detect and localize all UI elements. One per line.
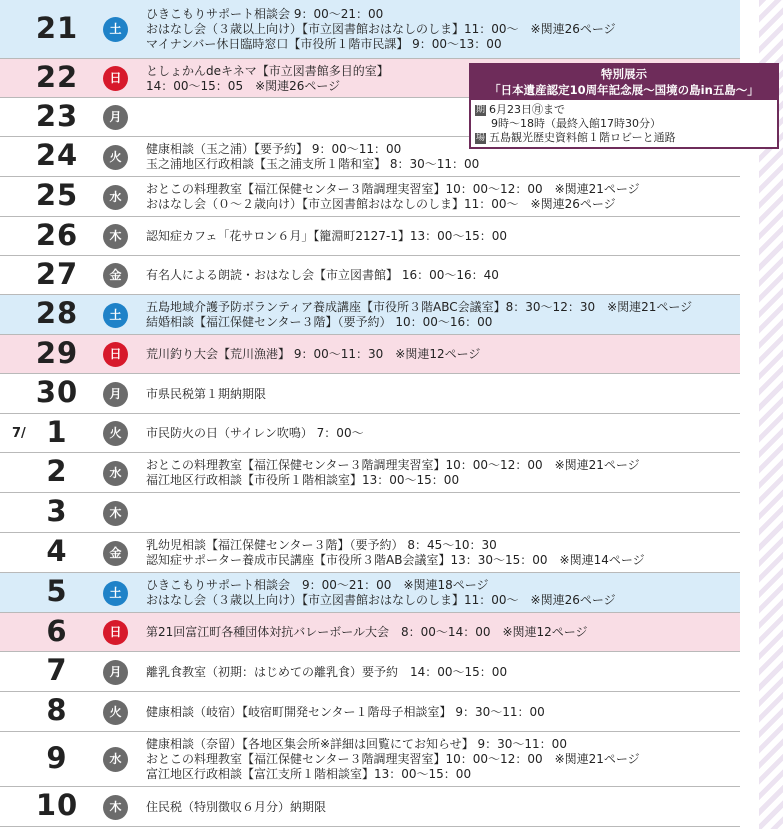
weekday-badge: 土	[103, 303, 128, 328]
calendar-row	[0, 453, 740, 493]
day-number: 26	[35, 217, 79, 252]
weekday-badge: 火	[103, 700, 128, 725]
event-list	[146, 182, 736, 212]
day-number: 2	[46, 454, 68, 488]
calendar-row	[0, 295, 740, 335]
day-number: 24	[35, 138, 79, 172]
exhibit-title: 特別展示	[601, 67, 647, 81]
event-item: おとこの料理教室【福江保健センター３階調理実習室】10：00〜12：00 ※関連21ページ	[146, 752, 640, 766]
event-item: 第21回富江町各種団体対抗バレーボール大会 8：00〜14：00 ※関連12ページ	[146, 625, 588, 639]
day-number: 4	[46, 534, 68, 568]
weekday-badge: 火	[103, 145, 128, 170]
event-item: 玉之浦地区行政相談【玉之浦支所１階和室】 8：30〜11：00	[146, 157, 480, 171]
weekday-badge: 金	[103, 541, 128, 566]
event-list	[146, 578, 736, 608]
event-item: おはなし会（０〜２歳向け）【市立図書館おはなしのしま】11：00〜 ※関連26ページ	[146, 197, 616, 211]
event-item: 有名人による朗読・おはなし会【市立図書館】 16：00〜16：40	[146, 268, 499, 282]
event-list	[146, 300, 736, 330]
weekday-badge: 木	[103, 795, 128, 820]
event-list	[146, 347, 736, 362]
event-item: 福江地区行政相談【市役所１階相談室】13：00〜15：00	[146, 473, 460, 487]
event-item: 健康相談（玉之浦）【要予約】 9：00〜11：00	[146, 142, 402, 156]
exhibit-subtitle: 「日本遺産認定10周年記念展〜国境の島in五島〜」	[489, 83, 759, 97]
calendar-row	[0, 493, 740, 533]
exhibit-period: 6月23日㊊まで	[489, 103, 566, 116]
weekday-badge: 木	[103, 224, 128, 249]
event-item: 健康相談（奈留）【各地区集会所※詳細は回覧にてお知らせ】 9：30〜11：00	[146, 737, 567, 751]
calendar-row	[0, 414, 740, 453]
calendar-row	[0, 217, 740, 256]
event-item: 認知症カフェ「花サロン６月」【籠淵町2127-1】13：00〜15：00	[146, 229, 507, 243]
exhibit-header	[471, 65, 777, 100]
day-number: 21	[35, 10, 79, 45]
weekday-badge: 火	[103, 421, 128, 446]
weekday-badge: 土	[103, 17, 128, 42]
event-list	[146, 7, 736, 52]
day-number: 30	[35, 375, 79, 409]
event-item: おはなし会（３歳以上向け）【市立図書館おはなしのしま】11：00〜 ※関連26ページ	[146, 593, 616, 607]
day-number: 8	[46, 693, 68, 727]
event-item: 市民防火の日（サイレン吹鳴） 7：00〜	[146, 426, 364, 440]
calendar-row	[0, 573, 740, 613]
event-list	[146, 426, 736, 441]
event-item: としょかんdeキネマ【市立図書館多目的室】	[146, 63, 389, 78]
event-item: ひきこもりサポート相談会 9：00〜21：00 ※関連18ページ	[146, 578, 489, 592]
calendar-row	[0, 652, 740, 692]
day-number: 23	[35, 98, 79, 133]
calendar-row	[0, 374, 740, 414]
exhibit-place-line	[471, 131, 777, 145]
event-item: おとこの料理教室【福江保健センター３階調理実習室】10：00〜12：00 ※関連21ページ	[146, 182, 640, 196]
event-item: 住民税（特別徴収６月分）納期限	[146, 799, 327, 814]
event-list	[146, 458, 736, 488]
special-exhibit-box	[469, 63, 779, 149]
event-item: 14：00〜15：05 ※関連26ページ	[146, 78, 341, 93]
weekday-badge: 日	[103, 66, 128, 91]
day-number: 25	[35, 178, 79, 212]
event-item: 結婚相談【福江保健センター３階】（要予約） 10：00〜16：00	[146, 315, 493, 329]
exhibit-place: 五島観光歴史資料館１階ロビーと通路	[489, 131, 676, 144]
event-item: おはなし会（３歳以上向け）【市立図書館おはなしのしま】11：00〜 ※関連26ページ	[146, 22, 616, 36]
weekday-badge: 日	[103, 620, 128, 645]
calendar-row	[0, 256, 740, 295]
event-item: マイナンバー休日臨時窓口【市役所１階市民課】 9：00〜13：00	[146, 37, 502, 51]
calendar-row	[0, 533, 740, 573]
event-list	[146, 625, 736, 640]
calendar-row	[0, 787, 740, 827]
calendar-row	[0, 613, 740, 652]
day-number: 27	[35, 256, 79, 291]
event-item: 離乳食教室（初期：はじめての離乳食）要予約 14：00〜15：00	[146, 664, 508, 679]
weekday-badge: 水	[103, 185, 128, 210]
event-item: 富江地区行政相談【富江支所１階相談室】13：00〜15：00	[146, 767, 472, 781]
weekday-badge: 水	[103, 461, 128, 486]
weekday-badge: 月	[103, 382, 128, 407]
event-list	[146, 268, 736, 283]
event-list	[146, 705, 736, 720]
weekday-badge: 水	[103, 747, 128, 772]
event-item: おとこの料理教室【福江保健センター３階調理実習室】10：00〜12：00 ※関連21ページ	[146, 458, 640, 472]
calendar-row	[0, 732, 740, 787]
event-item: 荒川釣り大会【荒川漁港】 9：00〜11：30 ※関連12ページ	[146, 347, 481, 361]
event-list	[146, 665, 736, 680]
event-list	[146, 737, 736, 782]
day-number: 22	[35, 59, 79, 94]
exhibit-hours: 9時〜18時（最終入館17時30分）	[491, 117, 661, 130]
weekday-badge: 日	[103, 342, 128, 367]
event-item: ひきこもりサポート相談会 9：00〜21：00	[146, 7, 384, 21]
place-tag: 場	[476, 133, 486, 143]
weekday-badge: 月	[103, 105, 128, 130]
day-number: 28	[35, 296, 79, 330]
weekday-badge: 金	[103, 263, 128, 288]
event-item: 乳幼児相談【福江保健センター３階】（要予約） 8：45〜10：30	[146, 538, 497, 552]
event-list	[146, 229, 736, 244]
event-item: 五島地域介護予防ボランティア養成講座【市役所３階ABC会議室】8：30〜12：30 ※関連21ページ	[146, 300, 693, 314]
day-number: 3	[46, 494, 68, 528]
weekday-badge: 木	[103, 501, 128, 526]
day-number: 6	[46, 613, 68, 648]
exhibit-period-line	[471, 103, 777, 117]
calendar-row	[0, 177, 740, 217]
event-item: 認知症サポーター養成市民講座【市役所３階AB会議室】13：30〜15：00 ※関連14ページ	[146, 553, 645, 567]
day-number: 9	[46, 740, 68, 775]
event-list	[146, 538, 736, 568]
day-number: 10	[35, 788, 79, 822]
calendar-row	[0, 0, 740, 59]
event-list	[146, 387, 736, 402]
calendar-row	[0, 692, 740, 732]
event-item: 健康相談（岐宿）【岐宿町開発センター１階母子相談室】 9：30〜11：00	[146, 704, 545, 719]
month-label: 7/	[12, 425, 26, 441]
weekday-badge: 土	[103, 581, 128, 606]
day-number: 1	[46, 414, 68, 449]
weekday-badge: 月	[103, 660, 128, 685]
period-tag: 期	[476, 105, 486, 115]
calendar-row	[0, 335, 740, 374]
day-number: 7	[46, 653, 68, 687]
day-number: 29	[35, 335, 79, 370]
event-list	[146, 800, 736, 815]
day-number: 5	[46, 574, 68, 608]
event-item: 市県民税第１期納期限	[146, 386, 267, 401]
